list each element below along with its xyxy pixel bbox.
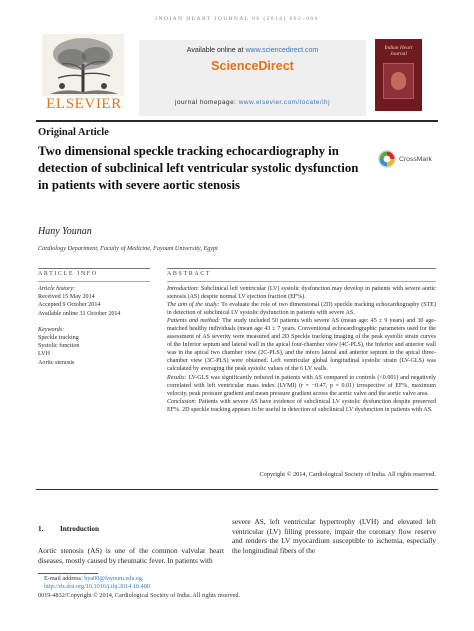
keyword-item: LVH xyxy=(38,351,50,358)
history-label: Article history: xyxy=(38,286,76,292)
keywords-label: Keywords: xyxy=(38,326,65,333)
abstract-methods xyxy=(167,317,436,373)
abstract-conclusion-label: Conclusion: xyxy=(167,398,197,405)
history-received: Received 15 May 2014 xyxy=(38,294,95,301)
abstract-copyright: Copyright © 2014, Cardiological Society of India. All rights reserved. xyxy=(259,471,436,478)
crossmark-icon xyxy=(378,150,396,168)
email-link[interactable]: hya00@fayoum.edu.eg. xyxy=(84,575,144,582)
available-online-line xyxy=(139,47,366,54)
abstract-methods-text: The study included 50 patients with severe AS (mean age: 45 ± 9 years) and 30 age-matched healthy individuals (mean age 43 ± 7 years. Conventional echocardiographic parameters used for the assessment of AS severity were measured and 2D Speckle tracking imaging of the peak systolic strain curves of the Inferior septum and lateral wall in the apical four-chamber view (4C-PLS), the Inferior and anterior wall was in the apical two chamber view (2C-PLS), and the infero lateral and anterior septum in the apical three-chamber view (3C-PLS) were obtained. Left ventricular global longitudinal systolic strain (LV-GLS) was calculated by averaging the peak systolic values of the 6 LV walls. xyxy=(167,318,436,373)
journal-homepage-link[interactable]: www.elsevier.com/locate/ihj xyxy=(238,99,331,106)
abstract-methods-label: Patients and method: xyxy=(167,318,221,325)
abstract-body xyxy=(167,285,436,414)
abstract-introduction xyxy=(167,285,436,301)
abstract-aim-text: To evaluate the role of two dimensional (2D) speckle tracking echocardiography (STE) in detection of subclinical LV systolic dysfunction in patients with severe AS. xyxy=(167,302,436,317)
abstract-conclusion xyxy=(167,398,436,414)
history-online: Available online 31 October 2014 xyxy=(38,310,121,317)
crossmark-badge[interactable] xyxy=(378,150,432,168)
elsevier-tree-icon xyxy=(42,34,124,96)
elsevier-logo xyxy=(36,34,130,110)
homepage-prefix: journal homepage: xyxy=(174,99,237,106)
cover-artwork xyxy=(383,63,414,99)
abstract-results-text: LV-GLS was significantly reduced in patients with AS compared to controls (<0.001) and negatively correlated with left ventricular mass index (LVMI) (r = −0.47, p = 0.01) irrespective of EF%, maximum velocity, peak pressure gradient and mean pressure gradient across the aortic valve and the aortic valve area. xyxy=(167,374,436,397)
cover-title: Indian Heart Journal xyxy=(384,45,413,57)
abstract-rule xyxy=(167,268,436,269)
abstract-heading: ABSTRACT xyxy=(167,271,212,277)
crossmark-label: CrossMark xyxy=(399,155,432,163)
section-title: Introduction xyxy=(60,525,100,533)
intro-paragraph-right: severe AS, left ventricular hypertrophy (LVH) and elevated left ventricular (LV) filling pressure, impair the coronary flow reserve and renders the LV myocardium susceptible to ischemia, especially the longitudinal fibers of the xyxy=(232,517,436,555)
elsevier-wordmark: ELSEVIER xyxy=(46,96,122,112)
abstract-results-label: Results: xyxy=(167,374,187,381)
journal-header-box xyxy=(139,40,366,116)
journal-citation-line: INDIAN HEART JOURNAL 66 (2014) 602–606 xyxy=(155,16,319,22)
section-number: 1. xyxy=(38,525,44,533)
article-type: Original Article xyxy=(38,127,109,138)
abstract-conclusion-text: Patients with severe AS have evidence of subclinical LV systolic dysfunction despite preserved EF%. 2D speckle tracking appears to be useful in detection of subclinical LV dysfunction in patients with AS. xyxy=(167,398,436,413)
header-divider xyxy=(36,120,438,122)
journal-cover-thumbnail xyxy=(375,39,422,111)
doi-link[interactable]: http://dx.doi.org/10.1016/j.ihj.2014.10.400 xyxy=(44,582,150,590)
journal-homepage-line xyxy=(139,99,366,106)
history-accepted: Accepted 9 October 2014 xyxy=(38,302,101,309)
intro-paragraph-left: Aortic stenosis (AS) is one of the common valvular heart diseases, mostly caused by rheumatic fever. In patients with xyxy=(38,546,224,565)
keyword-item: Aortic stenosis xyxy=(38,359,75,366)
abstract-aim xyxy=(167,301,436,317)
sciencedirect-link[interactable]: www.sciencedirect.com xyxy=(245,47,319,54)
keyword-item: Systolic function xyxy=(38,343,80,350)
article-info-block xyxy=(38,285,148,367)
abstract-results xyxy=(167,374,436,398)
issn-copyright-line: 0019-4832/Copyright © 2014, Cardiological Society of India. All rights reserved. xyxy=(38,592,240,599)
sciencedirect-wordmark: ScienceDirect xyxy=(211,59,294,73)
article-info-heading: ARTICLE INFO xyxy=(38,271,98,277)
footnote-rule xyxy=(38,573,98,574)
abstract-intro-label: Introduction: xyxy=(167,286,200,292)
footnote-block xyxy=(44,575,150,591)
article-info-rule-bottom xyxy=(38,281,150,282)
keyword-item: Speckle tracking xyxy=(38,335,79,342)
author-affiliation: Cardiology Department, Faculty of Medicine, Fayoum University, Egypt xyxy=(38,245,218,252)
email-label: E-mail address: xyxy=(44,575,83,582)
abstract-aim-label: The aim of the study: xyxy=(167,302,220,309)
author-name: Hany Younan xyxy=(38,226,92,237)
article-info-rule xyxy=(38,268,150,269)
abstract-rule-bottom xyxy=(167,281,436,282)
article-title: Two dimensional speckle tracking echocardiography in detection of subclinical left ventricular systolic dysfunction in patients with severe aortic stenosis xyxy=(38,144,359,192)
available-prefix: Available online at xyxy=(186,47,244,54)
abstract-intro-text: Subclinical left ventricular (LV) systolic dysfunction may develop in patients with severe aortic stenosis (AS) despite normal LV ejection fraction (EF%). xyxy=(167,286,436,301)
abstract-divider xyxy=(36,489,438,490)
email-line xyxy=(44,575,150,583)
